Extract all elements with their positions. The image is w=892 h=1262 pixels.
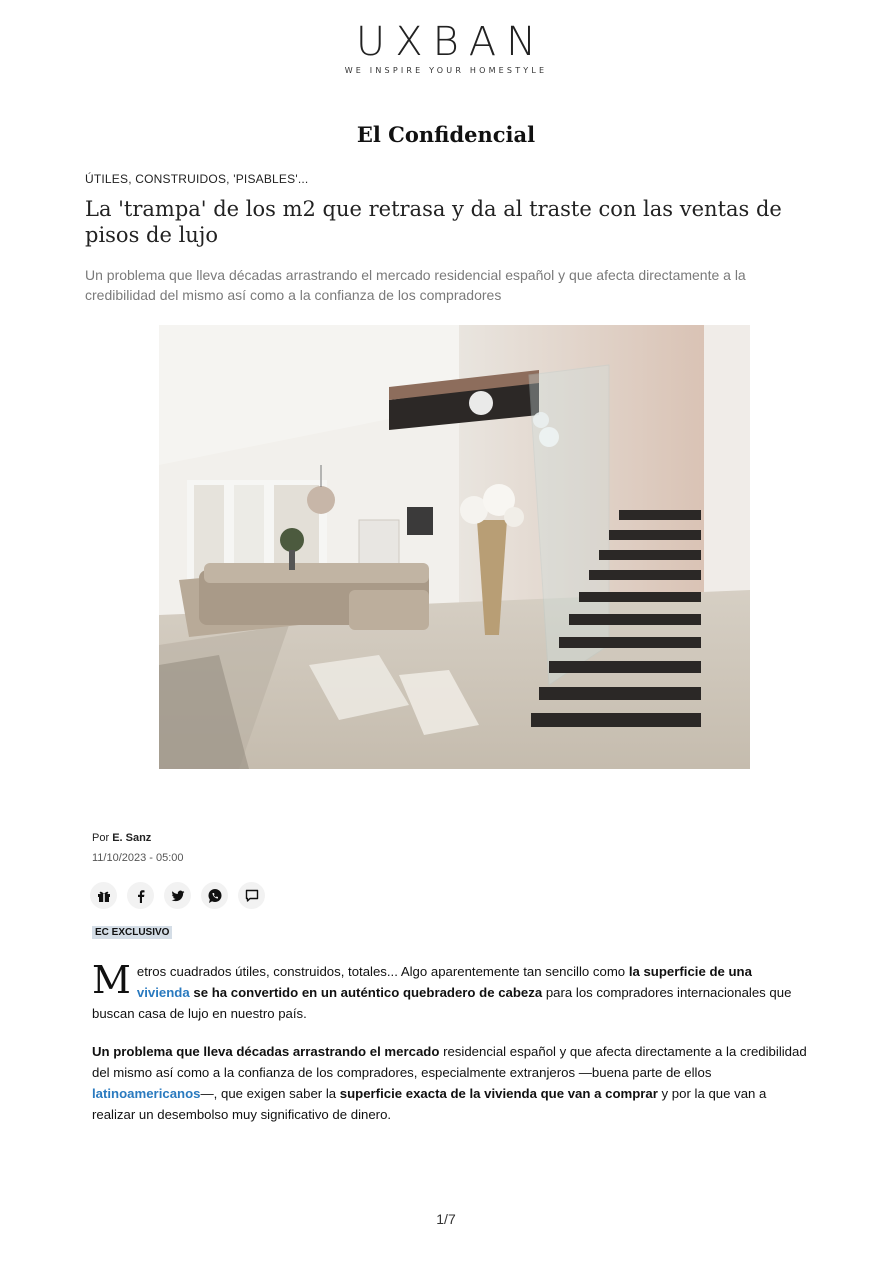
- twitter-icon: [171, 889, 185, 903]
- comment-icon: [245, 889, 259, 903]
- gift-icon: [97, 889, 111, 903]
- paragraph-text: etros cuadrados útiles, construidos, totales... Algo aparentemente tan sencillo como: [136, 964, 629, 979]
- paragraph-text: —, que exigen saber la: [200, 1086, 340, 1101]
- link-latinoamericanos[interactable]: latinoamericanos: [92, 1086, 201, 1101]
- share-bar: [90, 882, 265, 909]
- byline-prefix: Por: [92, 832, 110, 844]
- article-photo: [159, 325, 750, 769]
- article-headline: La 'trampa' de los m2 que retrasa y da al traste con las ventas de pisos de lujo: [85, 197, 782, 247]
- paragraph-bold: la superficie de una: [628, 964, 752, 979]
- facebook-share-button[interactable]: [127, 882, 154, 909]
- paragraph-text: y por la que van a realizar un desembolso muy significativo de dinero.: [92, 1086, 767, 1122]
- link-vivienda[interactable]: vivienda: [136, 985, 190, 1000]
- drop-cap: M: [92, 958, 131, 1002]
- article-subtitle: Un problema que lleva décadas arrastrando el mercado residencial español y que afecta directamente a la credibilidad del mismo así como a la confianza de los compradores: [85, 267, 746, 303]
- comments-button[interactable]: [238, 882, 265, 909]
- exclusive-badge: EC EXCLUSIVO: [92, 926, 172, 939]
- article-paragraph-2: [92, 1041, 807, 1125]
- article-kicker: ÚTILES, CONSTRUIDOS, 'PISABLES'...: [85, 172, 309, 186]
- paragraph-bold: Un problema que lleva décadas arrastrando el mercado: [92, 1044, 440, 1059]
- facebook-icon: [134, 889, 148, 903]
- brand-tagline: WE INSPIRE YOUR HOMESTYLE: [344, 66, 548, 75]
- brand-logo: UXBAN: [355, 19, 547, 65]
- page-number: 1/7: [436, 1211, 456, 1227]
- paragraph-text: residencial español y que afecta directamente a la credibilidad del mismo así como a la confianza de los compradores, especialmente extranjeros —buena parte de ellos: [92, 1044, 807, 1080]
- publish-date: 11/10/2023 - 05:00: [92, 852, 184, 864]
- paragraph-bold: superficie exacta de la vivienda que van a comprar: [339, 1086, 658, 1101]
- whatsapp-icon: [207, 888, 223, 904]
- author-name[interactable]: E. Sanz: [112, 832, 152, 844]
- article-paragraph-1: [92, 958, 807, 1024]
- gift-button[interactable]: [90, 882, 117, 909]
- paragraph-text: para los compradores internacionales que buscan casa de lujo en nuestro país.: [92, 985, 792, 1021]
- publication-name: El Confidencial: [356, 122, 536, 147]
- whatsapp-share-button[interactable]: [201, 882, 228, 909]
- paragraph-bold: se ha convertido en un auténtico quebradero de cabeza: [189, 985, 543, 1000]
- byline: [92, 832, 151, 844]
- twitter-share-button[interactable]: [164, 882, 191, 909]
